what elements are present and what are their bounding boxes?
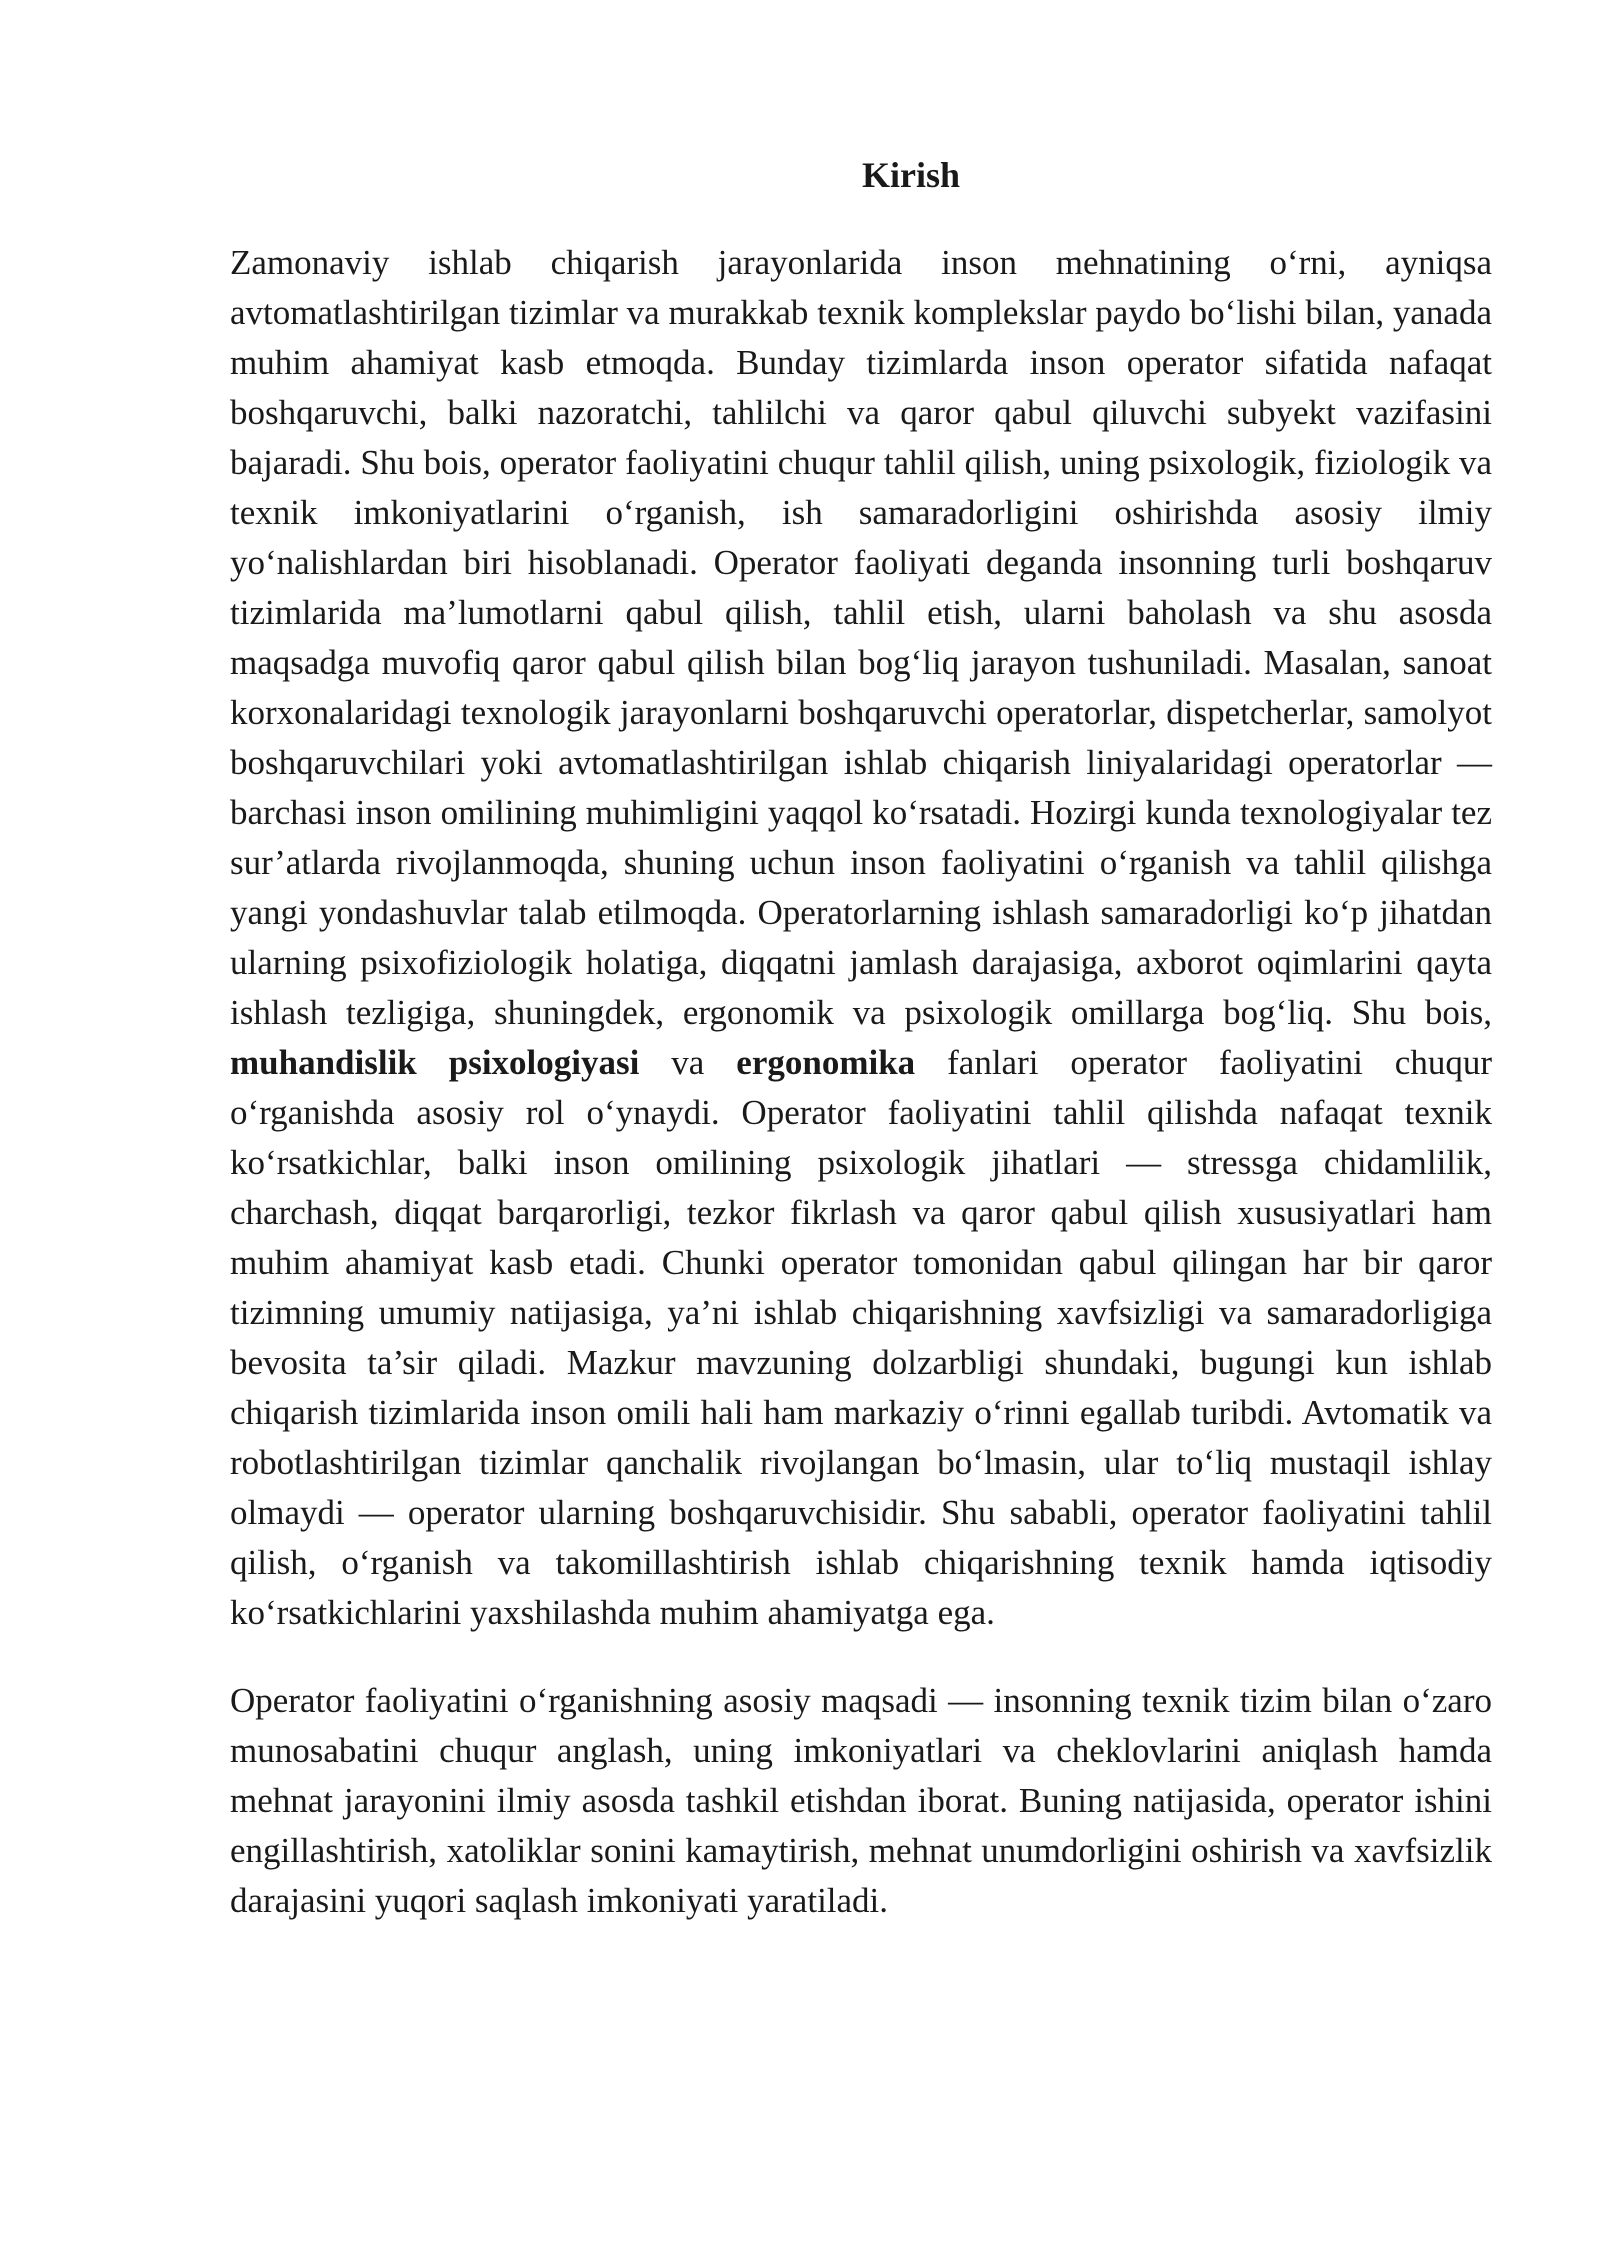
- intro-paragraph-2: Operator faoliyatini o‘rganishning asosiy maqsadi — insonning texnik tizim bilan o‘zaro munosabatini chuqur anglash, uning imkoniyatlari va cheklovlarini aniqlash hamda mehnat jarayonini ilmiy asosda tashkil etishdan iborat. Buning natijasida, operator ishini engillashtirish, xatoliklar sonini kamaytirish, mehnat unumdorligini oshirish va xavfsizlik darajasini yuqori saqlash imkoniyati yaratiladi.: [230, 1681, 1492, 1920]
- document-title: Kirish: [861, 155, 960, 195]
- paragraph-text: fanlari operator faoliyatini chuqur o‘rganishda asosiy rol o‘ynaydi. Operator faoliyatini tahlil qilishda nafaqat texnik ko‘rsatkichlar, balki inson omilining psixologik jihatlari — stressga chidamlilik, charchash, diqqat barqarorligi, tezkor fikrlash va qaror qabul qilish xususiyatlari ham muhim ahamiyat kasb etadi. Chunki operator tomonidan qabul qilingan har bir qaror tizimning umumiy natijasiga, ya’ni ishlab chiqarishning xavfsizligi va samaradorligiga bevosita ta’sir qiladi. Mazkur mavzuning dolzarbligi shundaki, bugungi kun ishlab chiqarish tizimlarida inson omili hali ham markaziy o‘rinni egallab turibdi. Avtomatik va robotlashtirilgan tizimlar qanchalik rivojlangan bo‘lmasin, ular to‘liq mustaqil ishlay olmaydi — operator ularning boshqaruvchisidir. Shu sababli, operator faoliyatini tahlil qilish, o‘rganish va takomillashtirish ishlab chiqarishning texnik hamda iqtisodiy ko‘rsatkichlarini yaxshilashda muhim ahamiyatga ega.: [230, 1043, 1492, 1632]
- paragraph-text: va: [639, 1043, 737, 1082]
- document-body: [230, 150, 1492, 1926]
- paragraph-text: Zamonaviy ishlab chiqarish jarayonlarida inson mehnatining o‘rni, ayniqsa avtomatlashtirilgan tizimlar va murakkab texnik komplekslar paydo bo‘lishi bilan, yanada muhim ahamiyat kasb etmoqda. Bunday tizimlarda inson operator sifatida nafaqat boshqaruvchi, balki nazoratchi, tahlilchi va qaror qabul qiluvchi subyekt vazifasini bajaradi. Shu bois, operator faoliyatini chuqur tahlil qilish, uning psixologik, fiziologik va texnik imkoniyatlarini o‘rganish, ish samaradorligini oshirishda asosiy ilmiy yo‘nalishlardan biri hisoblanadi. Operator faoliyati deganda insonning turli boshqaruv tizimlarida ma’lumotlarni qabul qilish, tahlil etish, ularni baholash va shu asosda maqsadga muvofiq qaror qabul qilish bilan bog‘liq jarayon tushuniladi. Masalan, sanoat korxonalaridagi texnologik jarayonlarni boshqaruvchi operatorlar, dispetcherlar, samolyot boshqaruvchilari yoki avtomatlashtirilgan ishlab chiqarish liniyalaridagi operatorlar — barchasi inson omilining muhimligini yaqqol ko‘rsatadi. Hozirgi kunda texnologiyalar tez sur’atlarda rivojlanmoqda, shuning uchun inson faoliyatini o‘rganish va tahlil qilishga yangi yondashuvlar talab etilmoqda. Operatorlarning ishlash samaradorligi ko‘p jihatdan ularning psixofiziologik holatiga, diqqatni jamlash darajasiga, axborot oqimlarini qayta ishlash tezligiga, shuningdek, ergonomik va psixologik omillarga bog‘liq. Shu bois,: [230, 243, 1492, 1032]
- intro-paragraph-1: [230, 238, 1492, 1638]
- bold-term-muhandislik-psixologiyasi: muhandislik psixologiyasi: [230, 1043, 640, 1082]
- bold-term-ergonomika: ergonomika: [736, 1043, 916, 1082]
